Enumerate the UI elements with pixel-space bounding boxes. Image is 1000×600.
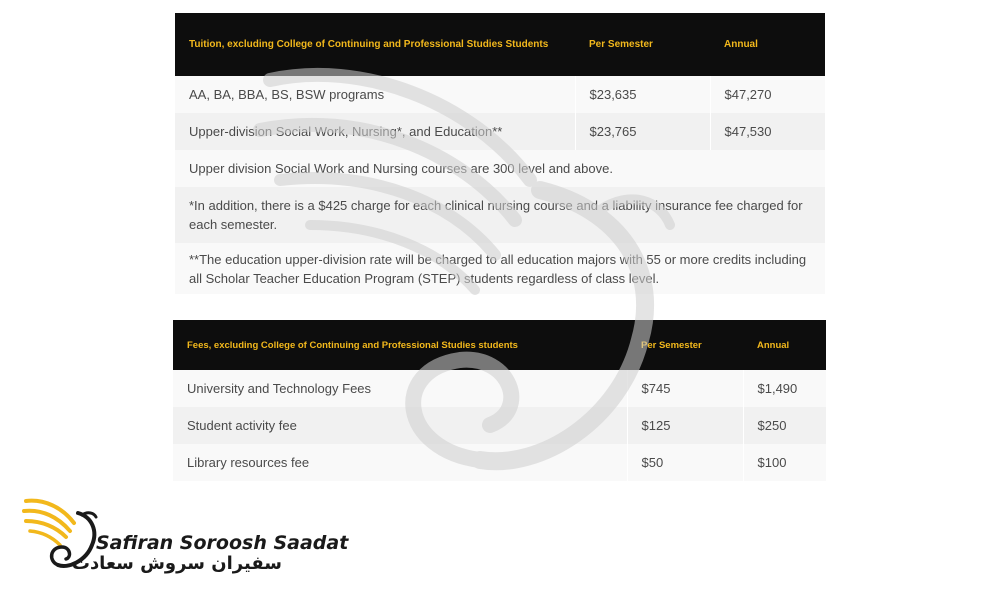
tuition-header-annual: Annual (710, 13, 825, 76)
brand-name-en: Safiran Soroosh Saadat (96, 532, 349, 554)
row-item: AA, BA, BBA, BS, BSW programs (175, 76, 575, 113)
tuition-table (175, 13, 826, 294)
note-text: **The education upper-division rate will be charged to all education majors with 55 or more credits including all Scholar Teacher Education Program (STEP) students regardless of class level. (175, 243, 825, 294)
row-per-semester: $50 (627, 444, 743, 481)
row-item: University and Technology Fees (173, 370, 627, 407)
fees-header-per-semester: Per Semester (627, 320, 743, 370)
table-row (173, 407, 826, 444)
table-row (175, 113, 825, 150)
tuition-header-item: Tuition, excluding College of Continuing and Professional Studies Students (175, 13, 575, 76)
tuition-header-row (175, 13, 825, 76)
row-item: Student activity fee (173, 407, 627, 444)
row-annual: $100 (743, 444, 826, 481)
row-annual: $47,530 (710, 113, 825, 150)
row-annual: $47,270 (710, 76, 825, 113)
note-row (175, 150, 825, 187)
fees-table (173, 320, 827, 481)
fees-header-item: Fees, excluding College of Continuing and Professional Studies students (173, 320, 627, 370)
note-row (175, 187, 825, 243)
table-row (173, 370, 826, 407)
tuition-header-per-semester: Per Semester (575, 13, 710, 76)
note-text: Upper division Social Work and Nursing courses are 300 level and above. (175, 150, 825, 187)
row-item: Upper-division Social Work, Nursing*, and Education** (175, 113, 575, 150)
row-per-semester: $745 (627, 370, 743, 407)
row-annual: $250 (743, 407, 826, 444)
note-text: *In addition, there is a $425 charge for each clinical nursing course and a liability insurance fee charged for each semester. (175, 187, 825, 243)
note-row (175, 243, 825, 294)
table-row (175, 76, 825, 113)
row-annual: $1,490 (743, 370, 826, 407)
fees-header-row (173, 320, 826, 370)
row-item: Library resources fee (173, 444, 627, 481)
row-per-semester: $23,635 (575, 76, 710, 113)
brand-name-fa: سفیران سروش سعادت (71, 553, 282, 574)
fees-header-annual: Annual (743, 320, 826, 370)
row-per-semester: $125 (627, 407, 743, 444)
row-per-semester: $23,765 (575, 113, 710, 150)
table-row (173, 444, 826, 481)
